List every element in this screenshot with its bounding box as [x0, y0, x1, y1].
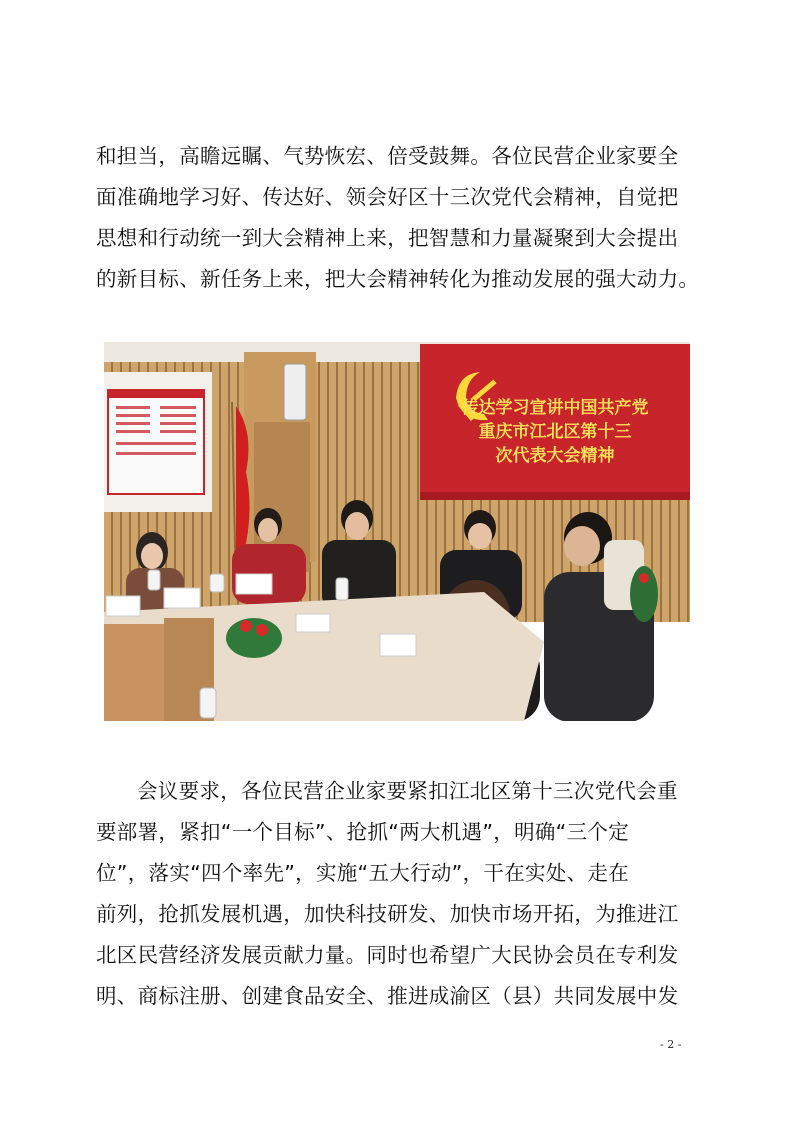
- page-number: - 2 -: [660, 1038, 682, 1051]
- text-line: 和担当，高瞻远瞩、气势恢宏、倍受鼓舞。各位民营企业家要全: [96, 144, 679, 168]
- text-line: 北区民营经济发展贡献力量。同时也希望广大民协会员在专利发: [96, 943, 679, 967]
- text-line: 思想和行动统一到大会精神上来，把智慧和力量凝聚到大会提出: [96, 226, 679, 250]
- text-line: 面准确地学习好、传达好、领会好区十三次党代会精神，自觉把: [96, 185, 679, 209]
- text-line: 前列，抢抓发展机遇，加快科技研发、加快市场开拓，为推进江: [96, 902, 679, 926]
- meeting-photo: [104, 342, 690, 721]
- text-line: 明、商标注册、创建食品安全、推进成渝区（县）共同发展中发: [96, 984, 679, 1008]
- text-line: 要部署，紧扣“一个目标”、抢抓“两大机遇”，明确“三个定: [96, 820, 630, 844]
- paragraph-1: [96, 136, 700, 300]
- paragraph-2: [96, 771, 696, 1017]
- banner-line: 重庆市江北区第十三: [478, 422, 632, 442]
- speaker: [284, 364, 306, 420]
- text-line: 会议要求，各位民营企业家要紧扣江北区第十三次党代会重: [137, 779, 678, 803]
- text-line: 的新目标、新任务上来，把大会精神转化为推动发展的强大动力。: [96, 267, 700, 291]
- banner-line: 传达学习宣讲中国共产党: [461, 398, 649, 418]
- text-line: 位”，落实“四个率先”，实施“五大行动”，干在实处、走在: [96, 861, 630, 885]
- banner-line: 次代表大会精神: [495, 446, 615, 466]
- banner-text: [440, 396, 670, 468]
